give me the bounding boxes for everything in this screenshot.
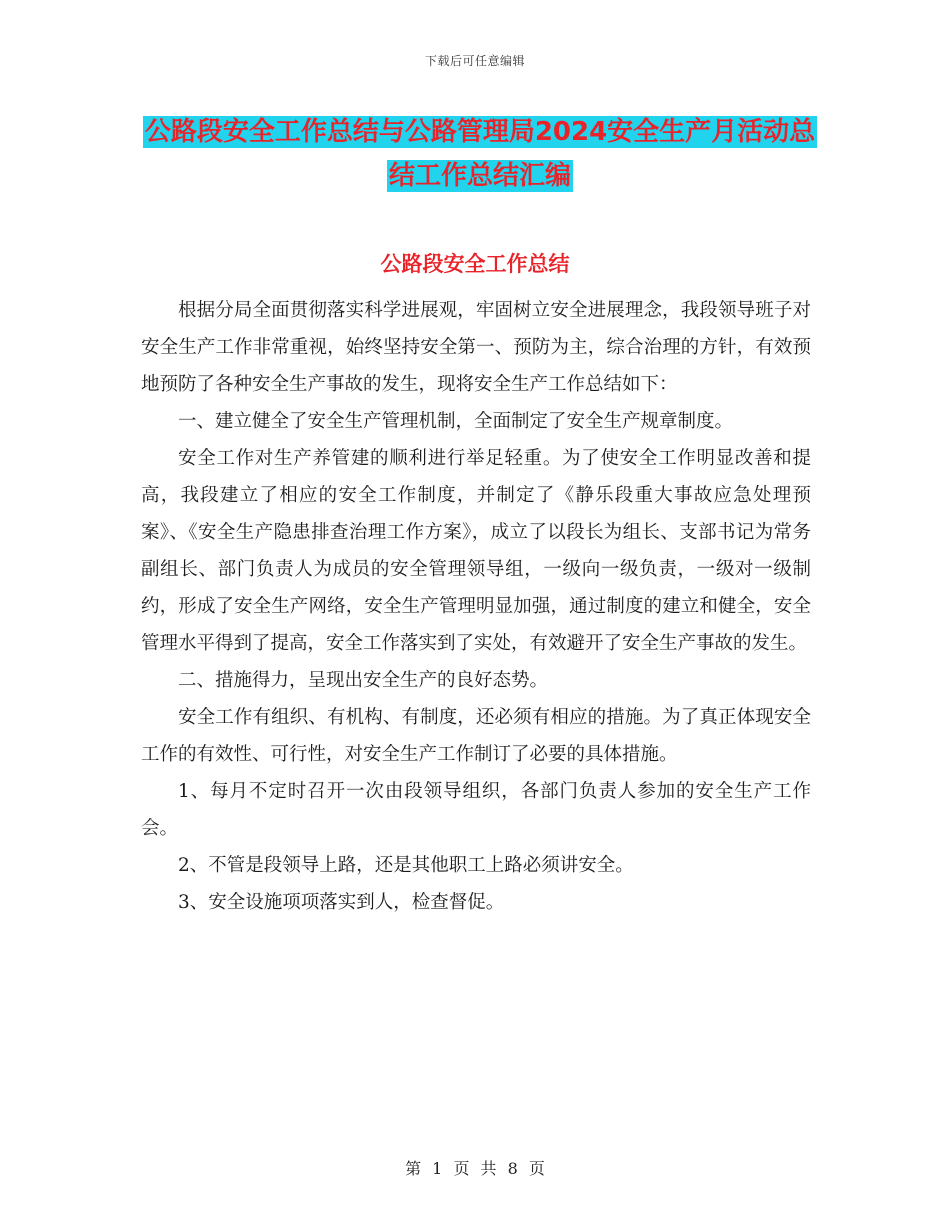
header-note: 下载后可任意编辑 — [424, 54, 525, 68]
document-body — [141, 292, 811, 921]
paragraph: 安全工作有组织、有机构、有制度，还必须有相应的措施。为了真正体现安全工作的有效性、可行性，对安全生产工作制订了必要的具体措施。 — [141, 707, 811, 765]
document-title — [140, 110, 820, 198]
paragraph: 2、不管是段领导上路，还是其他职工上路必须讲安全。 — [178, 855, 634, 876]
paragraph: 二、措施得力，呈现出安全生产的良好态势。 — [178, 670, 549, 691]
paragraph: 1、每月不定时召开一次由段领导组织，各部门负责人参加的安全生产工作会。 — [141, 781, 811, 839]
paragraph: 一、建立健全了安全生产管理机制，全面制定了安全生产规章制度。 — [178, 411, 734, 432]
section-title: 公路段安全工作总结 — [380, 252, 570, 276]
paragraph: 3、安全设施项项落实到人，检查督促。 — [178, 892, 505, 913]
paragraph: 根据分局全面贯彻落实科学进展观，牢固树立安全进展理念，我段领导班子对安全生产工作非常重视，始终坚持安全第一、预防为主，综合治理的方针，有效预地预防了各种安全生产事故的发生，现将安全生产工作总结如下： — [141, 300, 811, 395]
paragraph: 安全工作对生产养管建的顺利进行举足轻重。为了使安全工作明显改善和提高，我段建立了相应的安全工作制度，并制定了《静乐段重大事故应急处理预案》、《安全生产隐患排查治理工作方案》，成立了以段长为组长、支部书记为常务副组长、部门负责人为成员的安全管理领导组，一级向一级负责，一级对一级制约，形成了安全生产网络，安全生产管理明显加强，通过制度的建立和健全，安全管理水平得到了提高，安全工作落实到了实处，有效避开了安全生产事故的发生。 — [141, 448, 811, 654]
page-indicator: 第 1 页 共 8 页 — [405, 1159, 545, 1178]
document-title-text: 公路段安全工作总结与公路管理局2024安全生产月活动总结工作总结汇编 — [144, 117, 816, 191]
